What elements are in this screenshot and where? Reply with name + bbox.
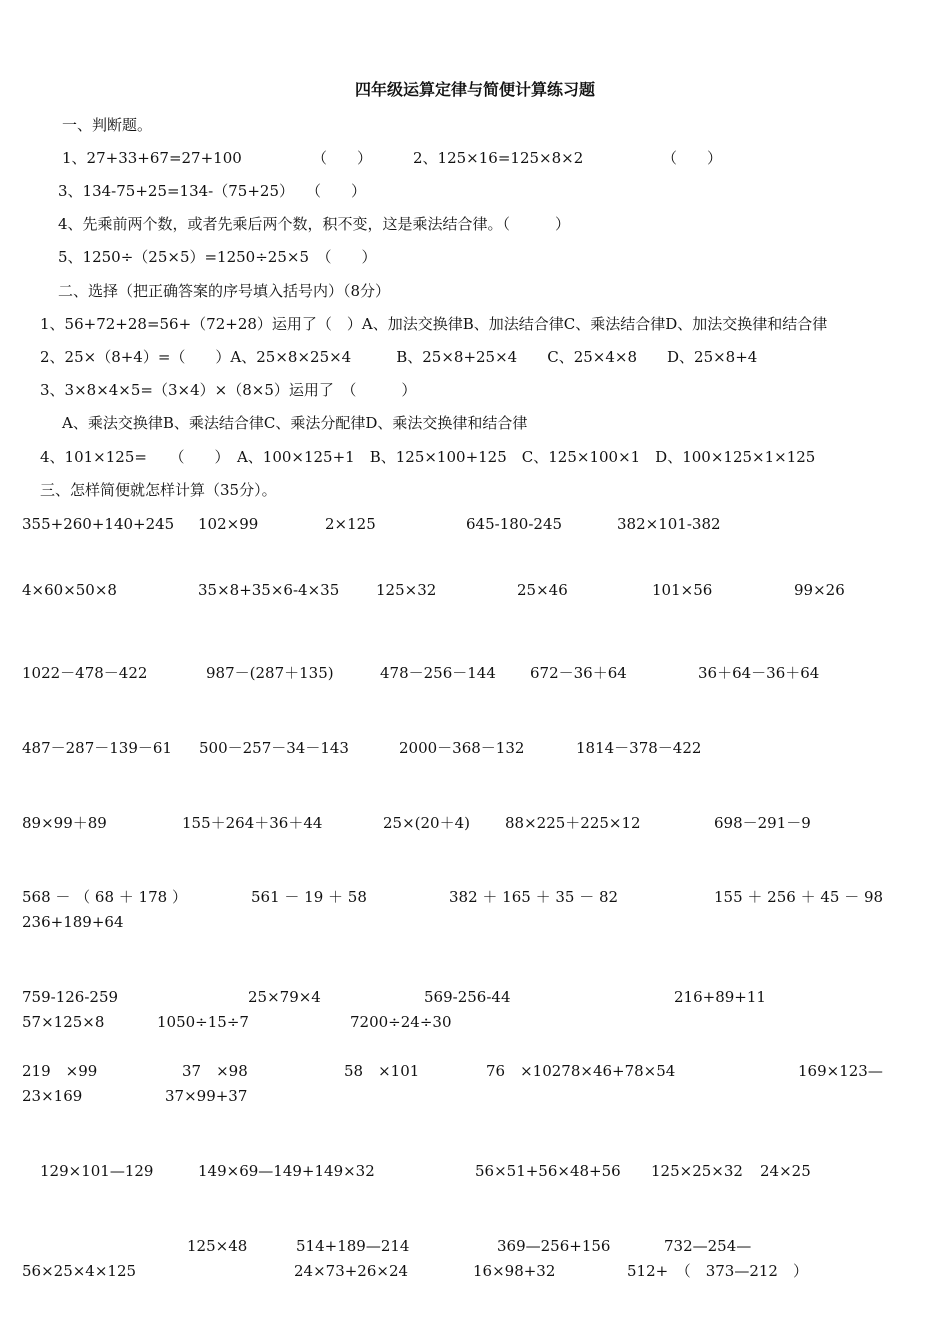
calc-item: 99×26 xyxy=(794,581,845,599)
choice-q2: 2、25×（8+4）=（ ）A、25×8×25×4 B、25×8+25×4 C、25×4×8 D、25×8+4 xyxy=(40,348,758,366)
choice-q3-options: A、乘法交换律B、乘法结合律C、乘法分配律D、乘法交换律和结合律 xyxy=(62,414,528,432)
judge-q4: 4、先乘前两个数，或者先乘后两个数，积不变，这是乘法结合律。（ ） xyxy=(58,215,571,233)
calc-item: 25×(20＋4) xyxy=(383,814,470,832)
calc-item: 382 ＋ 165 ＋ 35 － 82 xyxy=(449,888,619,906)
calc-item: 24×25 xyxy=(760,1162,811,1180)
calc-item: 16×98+32 xyxy=(473,1262,556,1280)
calc-item: 169×123— xyxy=(798,1062,883,1080)
calc-item: 56×51+56×48+56 xyxy=(475,1162,621,1180)
calc-item: 25×79×4 xyxy=(248,988,321,1006)
calc-item: 561 － 19 ＋ 58 xyxy=(251,888,367,906)
section1-heading: 一、判断题。 xyxy=(62,116,153,134)
judge-q3-answer-blank: （ ） xyxy=(306,182,367,200)
calc-item: 24×73+26×24 xyxy=(294,1262,409,1280)
judge-q2-answer-blank: （ ） xyxy=(662,149,723,167)
calc-item: 1814－378－422 xyxy=(576,739,702,757)
calc-item: 487－287－139－61 xyxy=(22,739,172,757)
calc-item: 4×60×50×8 xyxy=(22,581,117,599)
calc-item: 987－(287＋135) xyxy=(206,664,334,682)
calc-item: 478－256－144 xyxy=(380,664,496,682)
calc-item: 382×101-382 xyxy=(617,515,721,533)
calc-item: 101×56 xyxy=(652,581,713,599)
calc-item: 732—254— xyxy=(664,1237,752,1255)
choice-q1: 1、56+72+28=56+（72+28）运用了（ ）A、加法交换律B、加法结合律C、乘法结合律D、加法交换律和结合律 xyxy=(40,315,828,333)
calc-item: 37 ×98 xyxy=(182,1062,248,1080)
judge-q2: 2、125×16=125×8×2 xyxy=(413,149,584,167)
section2-heading: 二、选择（把正确答案的序号填入括号内）（8分） xyxy=(58,282,391,300)
calc-item: 125×32 xyxy=(376,581,437,599)
calc-item: 125×25×32 xyxy=(651,1162,743,1180)
calc-item: 102×99 xyxy=(198,515,259,533)
calc-item: 155 ＋ 256 ＋ 45 － 98 xyxy=(714,888,884,906)
calc-item: 1022－478－422 xyxy=(22,664,148,682)
calc-item: 89×99＋89 xyxy=(22,814,107,832)
judge-q1-answer-blank: （ ） xyxy=(312,149,373,167)
page-title: 四年级运算定律与简便计算练习题 xyxy=(354,80,595,99)
choice-q3: 3、3×8×4×5=（3×4）×（8×5）运用了 （ ） xyxy=(40,381,417,399)
calc-item: 512+ （ 373—212 ） xyxy=(627,1262,808,1280)
calc-item: 355+260+140+245 xyxy=(22,515,175,533)
calc-item: 149×69—149+149×32 xyxy=(198,1162,375,1180)
calc-item: 759-126-259 xyxy=(22,988,119,1006)
calc-item: 129×101—129 xyxy=(40,1162,154,1180)
section3-heading: 三、怎样简便就怎样计算（35分）。 xyxy=(40,481,277,499)
calc-item: 2000－368－132 xyxy=(399,739,525,757)
calc-item: 2×125 xyxy=(325,515,376,533)
judge-q1: 1、27+33+67=27+100 xyxy=(62,149,242,167)
calc-item: 569-256-44 xyxy=(424,988,511,1006)
calc-item: 37×99+37 xyxy=(165,1087,248,1105)
calc-item: 7200÷24÷30 xyxy=(350,1013,452,1031)
calc-item: 514+189—214 xyxy=(296,1237,410,1255)
calc-item: 88×225＋225×12 xyxy=(505,814,641,832)
calc-item: 500－257－34－143 xyxy=(199,739,349,757)
calc-item: 36＋64－36＋64 xyxy=(698,664,820,682)
calc-item: 25×46 xyxy=(517,581,568,599)
calc-item: 125×48 xyxy=(187,1237,248,1255)
calc-item: 155＋264＋36＋44 xyxy=(182,814,323,832)
calc-item: 369—256+156 xyxy=(497,1237,611,1255)
calc-item: 236+189+64 xyxy=(22,913,124,931)
calc-item: 645-180-245 xyxy=(466,515,563,533)
calc-item: 1050÷15÷7 xyxy=(157,1013,249,1031)
judge-q5: 5、1250÷（25×5）=1250÷25×5 （ ） xyxy=(58,248,377,266)
calc-item: 57×125×8 xyxy=(22,1013,105,1031)
judge-q3: 3、134-75+25=134-（75+25） xyxy=(58,182,294,200)
calc-item: 672－36＋64 xyxy=(530,664,627,682)
calc-item: 35×8+35×6-4×35 xyxy=(198,581,340,599)
calc-item: 219 ×99 xyxy=(22,1062,98,1080)
calc-item: 56×25×4×125 xyxy=(22,1262,137,1280)
calc-item: 568 － （ 68 ＋ 178 ） xyxy=(22,888,187,906)
calc-item: 698－291－9 xyxy=(714,814,811,832)
choice-q4: 4、101×125= （ ） A、100×125+1 B、125×100+125 C、125×100×1 D、100×125×1×125 xyxy=(40,448,816,466)
calc-item: 76 ×10278×46+78×54 xyxy=(486,1062,676,1080)
calc-item: 58 ×101 xyxy=(344,1062,420,1080)
calc-item: 23×169 xyxy=(22,1087,83,1105)
calc-item: 216+89+11 xyxy=(674,988,766,1006)
